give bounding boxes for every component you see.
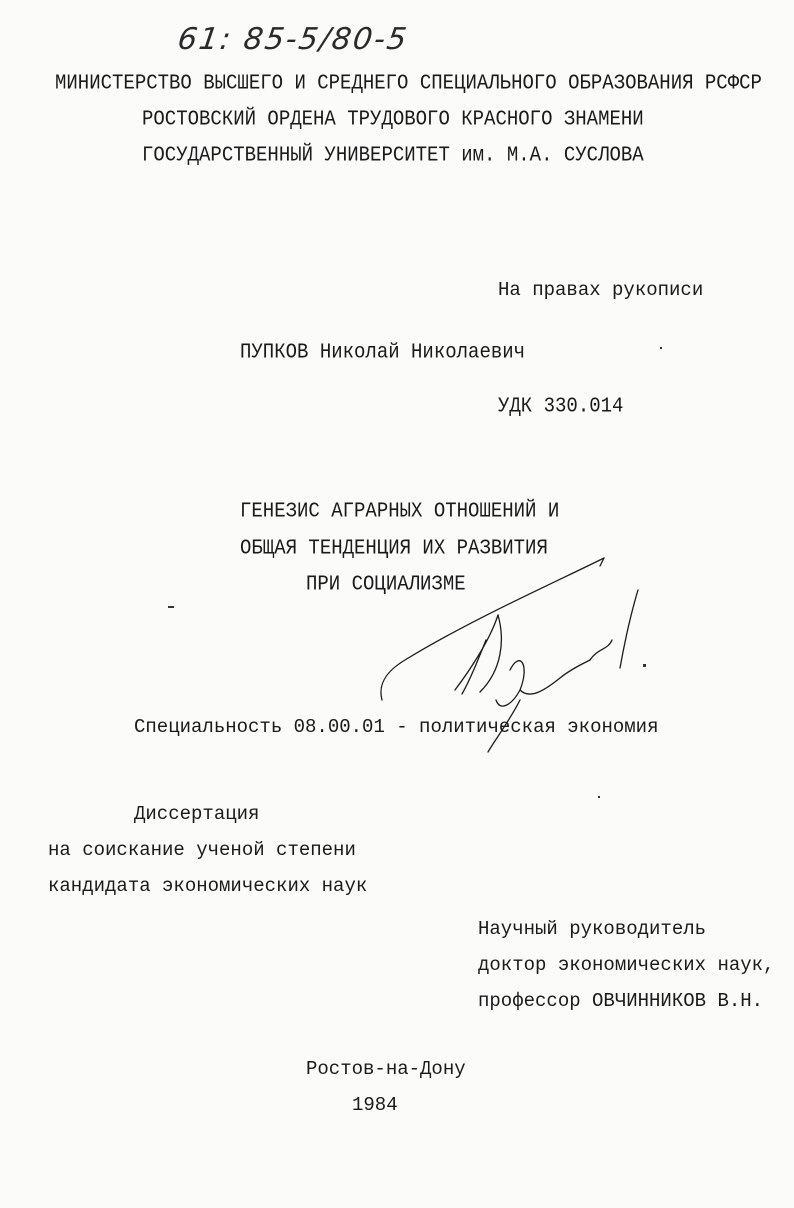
thesis-title-line-2: ОБЩАЯ ТЕНДЕНЦИЯ ИХ РАЗВИТИЯ: [240, 535, 548, 561]
archive-mark: 61: 85-5/80-5: [175, 22, 411, 57]
thesis-title-line-3: ПРИ СОЦИАЛИЗМЕ: [306, 571, 466, 597]
degree-line-3: кандидата экономических наук: [48, 875, 368, 897]
supervisor-line-2: доктор экономических наук,: [478, 954, 775, 976]
specialty: Специальность 08.00.01 - политическая экономия: [134, 716, 659, 738]
manuscript-note: На правах рукописи: [498, 279, 704, 301]
ink-speck: [598, 796, 600, 798]
year: 1984: [352, 1094, 398, 1116]
udc-code: УДК 330.014: [498, 393, 624, 419]
supervisor-line-3: профессор ОВЧИННИКОВ В.Н.: [478, 990, 764, 1012]
ink-speck: [660, 347, 662, 349]
city: Ростов-на-Дону: [306, 1058, 466, 1080]
author-name: ПУПКОВ Николай Николаевич: [240, 339, 526, 365]
thesis-title-line-1: ГЕНЕЗИС АГРАРНЫХ ОТНОШЕНИЙ И: [240, 498, 560, 524]
ink-speck: [168, 606, 174, 608]
degree-line-2: на соискание ученой степени: [48, 839, 356, 861]
supervisor-line-1: Научный руководитель: [478, 918, 707, 940]
university-line-1: РОСТОВСКИЙ ОРДЕНА ТРУДОВОГО КРАСНОГО ЗНАМЕНИ: [142, 106, 644, 132]
ink-speck: [643, 664, 646, 667]
ministry-line: МИНИСТЕРСТВО ВЫСШЕГО И СРЕДНЕГО СПЕЦИАЛЬНОГО ОБРАЗОВАНИЯ РСФСР: [55, 70, 762, 96]
degree-line-1: Диссертация: [134, 803, 260, 825]
university-line-2: ГОСУДАРСТВЕННЫЙ УНИВЕРСИТЕТ им. М.А. СУСЛОВА: [142, 142, 644, 168]
